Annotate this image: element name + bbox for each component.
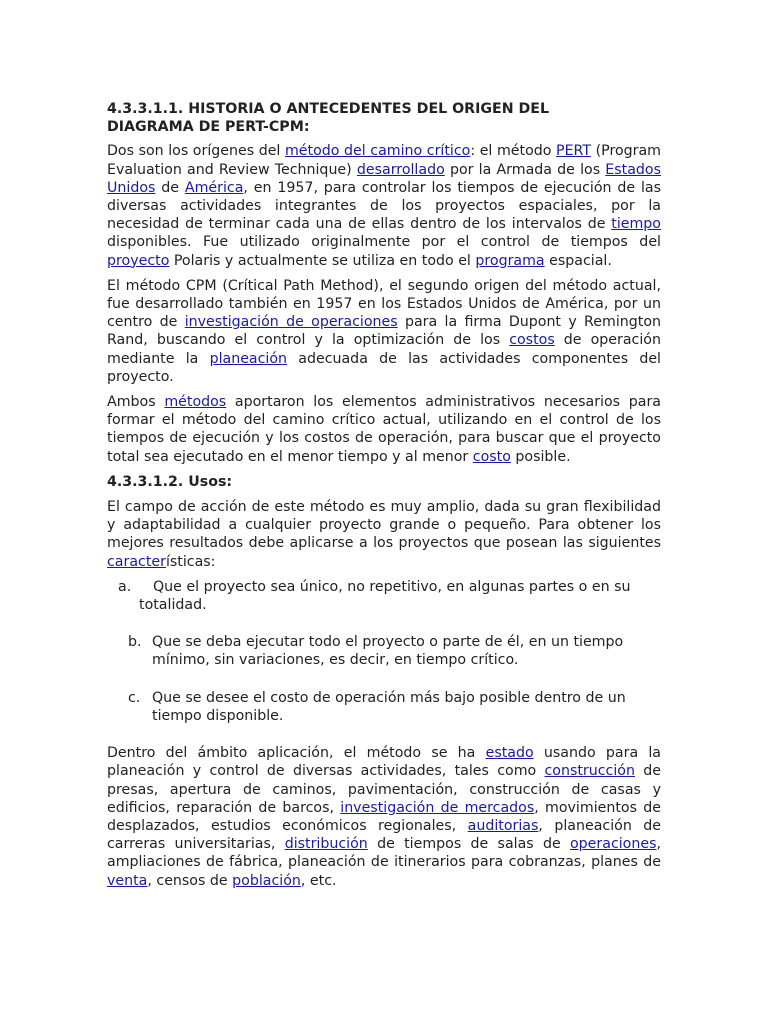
text-run: posible. (510, 448, 571, 465)
text-run: usando para la planeación y control de diversas actividades, tales como (107, 745, 661, 780)
paragraph-ambito (107, 744, 661, 890)
paragraph-origins (107, 142, 661, 269)
text-run: aportaron los elementos administrativos necesarios para formar el método del camino crítico actual, utilizando en el control de los tiempos de ejecución y los costos de operación, para buscar que el proyecto total sea ejecutado en el menor tiempo y al menor (107, 394, 661, 465)
text-run: , etc. (300, 872, 337, 889)
list-item (107, 689, 661, 725)
list-marker: b. (128, 634, 142, 651)
link-proyecto[interactable]: proyecto (107, 252, 170, 269)
link-tiempo[interactable]: tiempo (611, 216, 661, 233)
section-heading-usos: 4.3.3.1.2. Usos: (107, 473, 233, 490)
text-run: ísticas: (165, 553, 216, 570)
text-run: de tiempos de salas de (367, 836, 570, 853)
text-run: : el método (470, 143, 557, 160)
link-distribucion[interactable]: distribución (284, 836, 368, 853)
link-estados-unidos[interactable]: Estados Unidos (107, 161, 661, 196)
text-run: (Program Evaluation and Review Technique) (107, 143, 662, 178)
link-pert[interactable]: PERT (556, 143, 592, 160)
text-run: , planeación de carreras universitarias, (107, 817, 661, 853)
text-run: adecuada de las actividades componentes del proyecto. (107, 350, 661, 385)
text-run: El campo de acción de este método es muy amplio, dada su gran flexibilidad y adaptabilidad a cualquier proyecto grande o pequeño. Para obtener los mejores resultados debe aplicarse a los proyectos que posean las siguientes (107, 499, 661, 552)
paragraph-campo-accion (107, 498, 661, 571)
paragraph-ambos (107, 393, 661, 466)
text-run: Dos son los orígenes del (107, 143, 285, 160)
text-run: disponibles. Fue utilizado originalmente por el control de tiempos del (107, 234, 661, 251)
heading-line-1: 4.3.3.1.1. HISTORIA O ANTECEDENTES DEL ORIGEN DEL (107, 101, 550, 117)
text-run: de (155, 179, 185, 196)
list-item (107, 578, 661, 614)
text-run: , movimientos de desplazados, estudios económicos regionales, (107, 799, 661, 834)
link-venta[interactable]: venta (107, 872, 148, 889)
link-investigacion-mercados[interactable]: investigación de mercados (340, 799, 535, 816)
text-run: por la Armada de los (444, 161, 606, 178)
link-operaciones[interactable]: operaciones (570, 836, 657, 853)
text-run: de operación mediante la (107, 332, 661, 367)
link-caracteristicas[interactable]: caracter (107, 553, 166, 570)
document-page (107, 100, 661, 897)
link-metodo-camino-critico[interactable]: método del camino crítico (284, 143, 471, 160)
link-poblacion[interactable]: población (232, 872, 301, 889)
text-run: de presas, apertura de caminos, pavimentación, construcción de casas y edificios, reparación de barcos, (107, 763, 661, 816)
heading-line-2: DIAGRAMA DE PERT-CPM: (107, 119, 310, 136)
link-estado[interactable]: estado (485, 745, 534, 762)
link-investigacion-operaciones[interactable]: investigación de operaciones (184, 314, 398, 331)
text-run: El método CPM (Crítical Path Method), el segundo origen del método actual, fue desarrollado también en 1957 en los Estados Unidos de América, por un centro de (107, 277, 661, 331)
text-run: espacial. (544, 252, 612, 269)
text-run: , en 1957, para controlar los tiempos de ejecución de las diversas actividades integrantes de los proyectos espaciales, por la necesidad de terminar cada una de ellas dentro de los intervalos de (107, 179, 661, 233)
link-desarrollado[interactable]: desarrollado (356, 161, 445, 178)
list-item-text: Que el proyecto sea único, no repetitivo, en algunas partes o en su totalidad. (139, 578, 631, 614)
link-costo[interactable]: costo (472, 448, 511, 465)
characteristics-list (107, 578, 661, 725)
list-item-text: Que se desee el costo de operación más bajo posible dentro de un tiempo disponible. (152, 689, 626, 724)
list-item-text: Que se deba ejecutar todo el proyecto o parte de él, en un tiempo mínimo, sin variaciones, es decir, en tiempo crítico. (152, 634, 624, 669)
text-run: Dentro del ámbito aplicación, el método se ha (107, 745, 486, 762)
link-costos[interactable]: costos (509, 332, 555, 349)
text-run: Ambos (107, 394, 165, 411)
link-planeacion[interactable]: planeación (209, 350, 288, 367)
text-run: Polaris y actualmente se utiliza en todo el (169, 252, 476, 269)
text-run: , censos de (147, 872, 233, 889)
list-marker: a. (118, 578, 132, 595)
text-run: , ampliaciones de fábrica, planeación de itinerarios para cobranzas, planes de (107, 836, 661, 871)
list-item (107, 633, 661, 669)
link-construccion[interactable]: construcción (544, 763, 635, 780)
link-programa[interactable]: programa (475, 252, 545, 269)
text-run: para la firma Dupont y Remington Rand, buscando el control y la optimización de los (107, 314, 661, 349)
link-metodos[interactable]: métodos (164, 394, 227, 411)
link-auditorias[interactable]: auditorias (467, 817, 539, 834)
section-heading-historia (107, 100, 661, 136)
list-marker: c. (128, 689, 141, 706)
link-america[interactable]: América (184, 179, 244, 196)
paragraph-cpm (107, 277, 661, 386)
